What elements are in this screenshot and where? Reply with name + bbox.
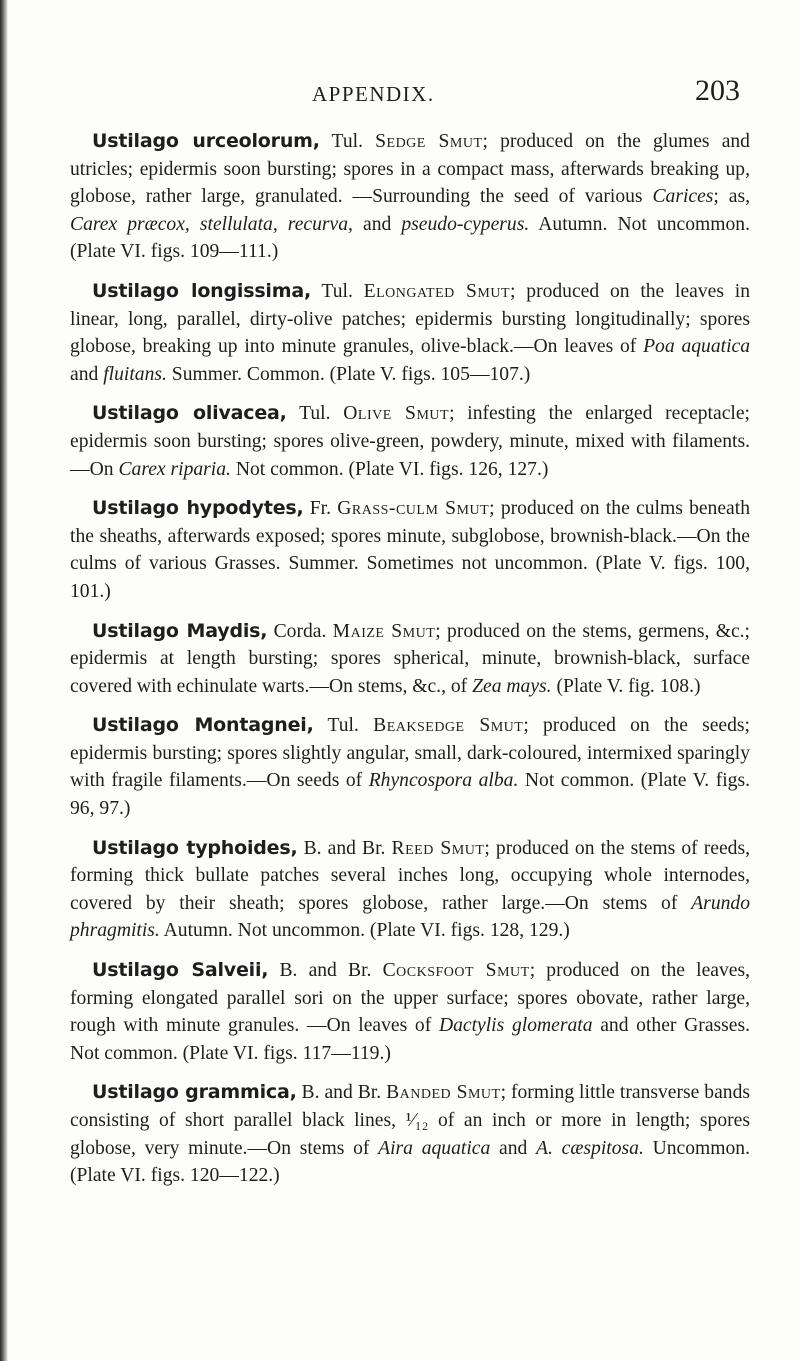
- description: Uncommon. (Plate VI. figs. 120—122.): [70, 1137, 750, 1187]
- description: Autumn. Not uncommon. (Plate VI. figs. 128, 129.): [159, 920, 570, 942]
- common-name: Reed Smut: [391, 837, 485, 859]
- page-number: 203: [695, 74, 740, 107]
- species-name: Ustilago longissima,: [92, 279, 311, 302]
- entry-ustilago-longissima: [70, 278, 750, 388]
- authority: Corda.: [267, 620, 333, 642]
- authority: Tul.: [313, 715, 374, 737]
- host-name: Carex riparia.: [118, 458, 231, 480]
- species-name: Ustilago Salveii,: [92, 959, 269, 982]
- entry-ustilago-urceolorum: [70, 128, 750, 266]
- description: Not common. (Plate V. figs. 96, 97.): [70, 770, 750, 820]
- authority: B. and Br.: [297, 837, 392, 859]
- species-name: Ustilago grammica,: [92, 1081, 297, 1104]
- appendix-entries: [70, 128, 750, 1202]
- authority: B. and Br.: [268, 960, 383, 982]
- species-name: Ustilago hypodytes,: [92, 497, 304, 520]
- host-name: Dactylis glomerata: [438, 1015, 593, 1037]
- common-name: Olive Smut: [343, 403, 450, 425]
- description: ; produced on the leaves, forming elongated parallel sori on the upper surface; spores obovate, rather large, rough with minute granules. —On leaves of: [70, 960, 750, 1037]
- entry-ustilago-salveii: [70, 957, 750, 1067]
- description: Not common. (Plate VI. figs. 126, 127.): [230, 458, 549, 480]
- authority: Fr.: [303, 498, 338, 520]
- host-name: fluitans.: [103, 363, 167, 385]
- host-name: A. cæspitosa.: [536, 1137, 644, 1159]
- description: ; produced on the stems, germens, &c.; epidermis at length bursting; spores spherical, minute, brownish-black, surface covered with echinulate warts.—On stems, &c., of: [70, 620, 750, 697]
- host-name: Carex præcox, stellulata, recurva,: [70, 213, 353, 235]
- entry-ustilago-montagnei: [70, 712, 750, 822]
- description: and other Grasses. Not common. (Plate VI. figs. 117—119.): [70, 1015, 750, 1064]
- page-gutter-shadow: [0, 0, 8, 1361]
- entry-ustilago-olivacea: [70, 400, 750, 483]
- entry-ustilago-hypodytes: [70, 495, 750, 605]
- description: (Plate V. fig. 108.): [551, 675, 701, 697]
- entry-ustilago-typhoides: [70, 835, 750, 945]
- description: ; forming little transverse bands consisting of short parallel black lines, ¹⁄₁₂ of an inch or more in length; spores globose, very minute.—On stems of: [70, 1082, 751, 1159]
- entry-ustilago-maydis: [70, 618, 750, 701]
- species-name: Ustilago Maydis,: [92, 619, 268, 642]
- description: ; produced on the leaves in linear, long, parallel, dirty-olive patches; epidermis bursting longitudinally; spores globose, breaking up into minute granules, olive-black.—On leaves of: [70, 280, 751, 358]
- common-name: Beaksedge Smut: [373, 715, 524, 737]
- description: and: [352, 213, 402, 235]
- authority: B. and Br.: [296, 1082, 387, 1104]
- entry-ustilago-grammica: [70, 1079, 750, 1189]
- authority: Tul.: [311, 280, 364, 302]
- host-name: pseudo-cyperus.: [401, 213, 530, 235]
- description: ; produced on the culms beneath the sheaths, afterwards exposed; spores minute, subglobose, brownish-black.—On the culms of various Grasses. Summer. Sometimes not uncommon. (Plate V. figs. 100, 101.): [70, 498, 750, 602]
- common-name: Sedge Smut: [375, 131, 483, 152]
- authority: Tul.: [319, 131, 376, 152]
- host-name: Zea mays.: [472, 675, 552, 697]
- page-header: [0, 74, 800, 114]
- species-name: Ustilago typhoides,: [92, 836, 298, 859]
- common-name: Elongated Smut: [363, 280, 511, 302]
- description: ; produced on the stems of reeds, forming thick bullate patches several inches long, occupying whole internodes, covered by their sheath; spores globose, rather large.—On stems of: [70, 837, 750, 914]
- common-name: Cocksfoot Smut: [382, 960, 530, 982]
- description: ; infesting the enlarged receptacle; epidermis soon bursting; spores olive-green, powdery, minute, mixed with filaments.—On: [70, 403, 750, 480]
- description: Autumn. Not uncommon. (Plate VI. figs. 109—111.): [70, 213, 750, 263]
- description: and: [70, 363, 104, 385]
- host-name: Poa aquatica: [643, 336, 751, 358]
- common-name: Banded Smut: [386, 1082, 501, 1104]
- description: ; as,: [713, 186, 751, 208]
- description: and: [490, 1137, 537, 1159]
- host-name: Aira aquatica: [378, 1137, 491, 1159]
- description: ; produced on the seeds; epidermis bursting; spores slightly angular, small, dark-coloured, intermixed sparingly with fragile filaments.—On seeds of: [70, 715, 750, 792]
- host-name: Rhyncospora alba.: [368, 770, 519, 792]
- species-name: Ustilago olivacea,: [92, 402, 287, 425]
- host-name: Arundo phragmitis.: [70, 892, 750, 942]
- species-name: Ustilago urceolorum,: [92, 130, 320, 152]
- host-name: Carices: [652, 186, 714, 208]
- description: ; produced on the glumes and utricles; epidermis soon bursting; spores in a compact mass, afterwards breaking up, globose, rather large, granulated. —Surrounding the seed of various: [70, 131, 750, 208]
- authority: Tul.: [286, 403, 344, 425]
- description: Summer. Common. (Plate V. figs. 105—107.): [166, 363, 531, 385]
- common-name: Grass-culm Smut: [337, 498, 490, 520]
- common-name: Maize Smut: [332, 620, 436, 642]
- running-head: APPENDIX.: [312, 82, 435, 106]
- species-name: Ustilago Montagnei,: [92, 714, 314, 737]
